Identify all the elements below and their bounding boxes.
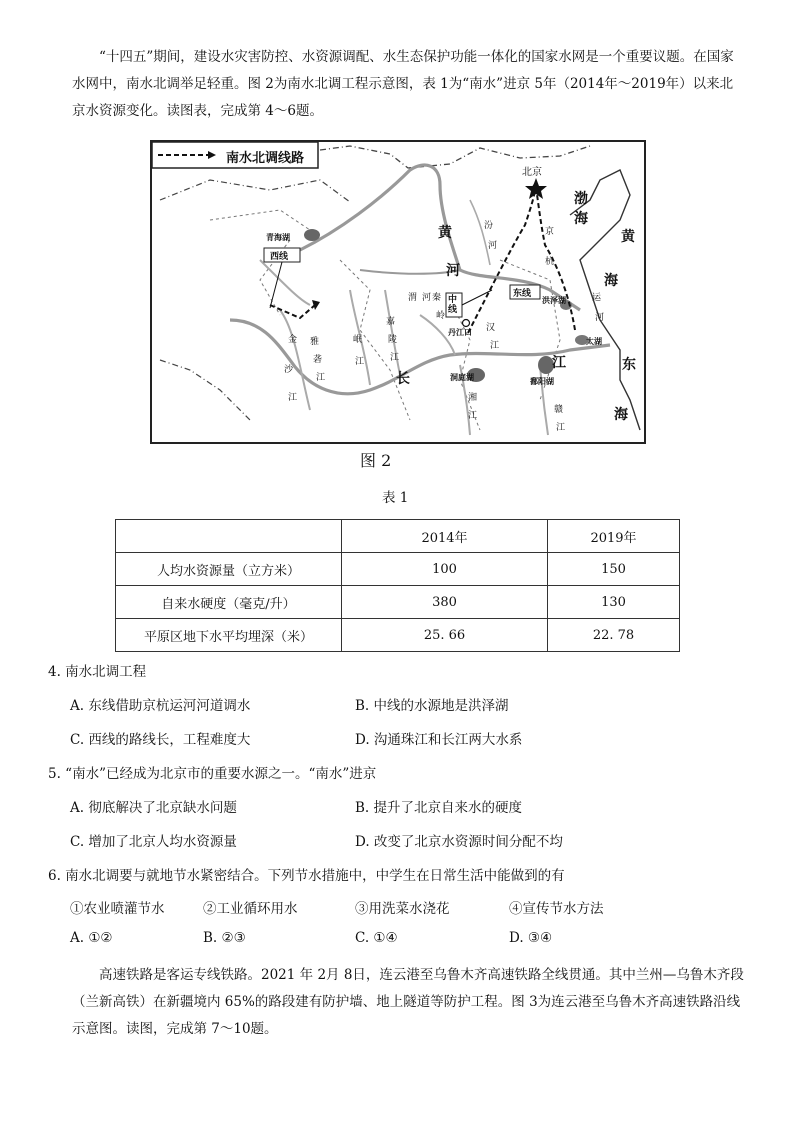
table-header-cell: 2014年: [342, 520, 548, 553]
label-beijing: 北京: [522, 167, 542, 178]
table-cell: 人均水资源量（立方米）: [116, 553, 342, 586]
question-6-option-d: D. ③④: [509, 930, 553, 946]
question-5-option-c: C. 增加了北京人均水资源量: [70, 834, 237, 850]
label-jinghang-2: 杭: [545, 257, 555, 267]
label-weihe-2: 河: [422, 293, 432, 303]
question-4-stem: 4. 南水北调工程: [48, 664, 147, 680]
label-jialing-2: 陵: [388, 335, 398, 345]
label-minjiang-2: 江: [355, 357, 365, 367]
label-huanghe-2: 河: [446, 263, 460, 279]
label-hongzehu: 洪泽湖: [542, 296, 566, 305]
figure-caption: 图 2: [360, 451, 392, 470]
question-4-option-d: D. 沟通珠江和长江两大水系: [355, 732, 523, 748]
label-bohai-1: 渤: [574, 191, 588, 207]
label-hanjiang-2: 江: [490, 341, 500, 351]
table-cell: 自来水硬度（毫克/升）: [116, 586, 342, 619]
question-4-option-c: C. 西线的路线长，工程难度大: [70, 732, 251, 748]
table-row: [116, 586, 680, 619]
label-jinsha-1: 金: [288, 335, 298, 345]
label-qinling-2: 岭: [436, 311, 446, 321]
table-cell: 25. 66: [342, 619, 548, 652]
question-6-option-b: B. ②③: [203, 930, 246, 946]
south-north-water-map: [150, 140, 644, 468]
label-huanghai-1: 黄: [621, 229, 635, 245]
table-cell: 平原区地下水平均埋深（米）: [116, 619, 342, 652]
label-yunhe-2: 河: [595, 313, 605, 323]
label-huanghe-1: 黄: [438, 225, 452, 241]
question-6-item-4: ④宣传节水方法: [509, 901, 604, 917]
label-xiangjiang-2: 江: [468, 411, 478, 421]
label-yunhe-1: 运: [592, 293, 602, 303]
label-changjiang-1: 长: [396, 371, 410, 387]
label-xixian: 西线: [270, 252, 289, 262]
table-header-row: [116, 520, 680, 553]
question-6-stem: 6. 南水北调要与就地节水紧密结合。下列节水措施中，中学生在日常生活中能做到的有: [48, 868, 565, 884]
table-row: [116, 553, 680, 586]
outro-paragraph: 高速铁路是客运专线铁路。2021 年 2月 8日，连云港至乌鲁木齐高速铁路全线贯通。其中兰州—乌鲁木齐段（兰新高铁）在新疆境内 65%的路段建有防护墙、地上隧道等防护工程。图 3为连云港至乌鲁木齐高速铁路沿线示意图。读图，完成第 7～10题。: [72, 967, 744, 1037]
label-yalong-2: 砻: [313, 355, 323, 365]
question-5-option-a: A. 彻底解决了北京缺水问题: [70, 800, 237, 816]
label-fenhe-2: 河: [488, 241, 498, 251]
water-resource-table: [115, 519, 680, 652]
label-dongxian: 东线: [513, 289, 532, 299]
label-taihu: 太湖: [586, 337, 602, 346]
label-donghai-1: 东: [622, 357, 636, 373]
label-yalong-1: 雅: [310, 337, 320, 347]
table-cell: 22. 78: [548, 619, 680, 652]
table-cell: 130: [548, 586, 680, 619]
beijing-star-icon: [525, 178, 547, 199]
table-row: [116, 619, 680, 652]
table-cell: 150: [548, 553, 680, 586]
label-zhongxian: 中线: [448, 295, 458, 315]
table-caption: 表 1: [382, 490, 409, 506]
table-header-cell: 2019年: [548, 520, 680, 553]
label-poyanghu: 鄱阳湖: [530, 377, 554, 386]
table-cell: 380: [342, 586, 548, 619]
label-jialing-3: 江: [390, 353, 400, 363]
label-jinsha-3: 江: [288, 393, 298, 403]
intro-paragraph: “十四五”期间，建设水灾害防控、水资源调配、水生态保护功能一体化的国家水网是一个重要议题。在国家水网中，南水北调举足轻重。图 2为南水北调工程示意图，表 1为“南水”进京 5年（2014年～2019年）以来北京水资源变化。读图表，完成第 4～6题。: [72, 49, 734, 119]
question-4-option-a: A. 东线借助京杭运河河道调水: [70, 698, 251, 714]
label-qinghaihu: 青海湖: [266, 233, 290, 242]
question-5-option-b: B. 提升了北京自来水的硬度: [355, 800, 523, 816]
label-hanjiang-1: 汉: [486, 323, 496, 333]
label-ganjiang-1: 赣: [554, 405, 564, 415]
label-jinsha-2: 沙: [284, 365, 294, 375]
table-header-cell: [116, 520, 342, 553]
question-5-stem: 5. “南水”已经成为北京市的重要水源之一。“南水”进京: [48, 766, 377, 782]
question-6-option-c: C. ①④: [355, 930, 398, 946]
map-legend-label: 南水北调线路: [226, 151, 305, 166]
label-jialing-1: 嘉: [386, 317, 396, 327]
label-bohai-2: 海: [574, 211, 588, 227]
label-huanghai-2: 海: [604, 273, 618, 289]
label-jinghang-1: 京: [545, 227, 555, 237]
question-5-option-d: D. 改变了北京水资源时间分配不均: [355, 834, 563, 850]
label-dongtinghu: 洞庭湖: [450, 373, 474, 382]
label-qinling-1: 秦: [432, 293, 442, 303]
question-6-item-3: ③用洗菜水浇花: [355, 901, 450, 917]
question-4-option-b: B. 中线的水源地是洪泽湖: [355, 698, 509, 714]
label-danjiangkou: 丹江口: [448, 328, 472, 337]
label-donghai-2: 海: [614, 407, 628, 423]
question-6-option-a: A. ①②: [70, 930, 113, 946]
label-ganjiang-2: 江: [556, 423, 566, 433]
label-minjiang-1: 岷: [353, 335, 363, 345]
map-drawing: [150, 140, 644, 445]
question-6-item-2: ②工业循环用水: [203, 901, 298, 917]
question-6-item-1: ①农业喷灌节水: [70, 901, 165, 917]
label-fenhe-1: 汾: [484, 221, 494, 231]
label-changjiang-2: 江: [552, 355, 566, 371]
table-cell: 100: [342, 553, 548, 586]
label-xiangjiang-1: 湘: [468, 393, 478, 403]
label-yalong-3: 江: [316, 373, 326, 383]
label-weihe-1: 渭: [408, 293, 418, 303]
